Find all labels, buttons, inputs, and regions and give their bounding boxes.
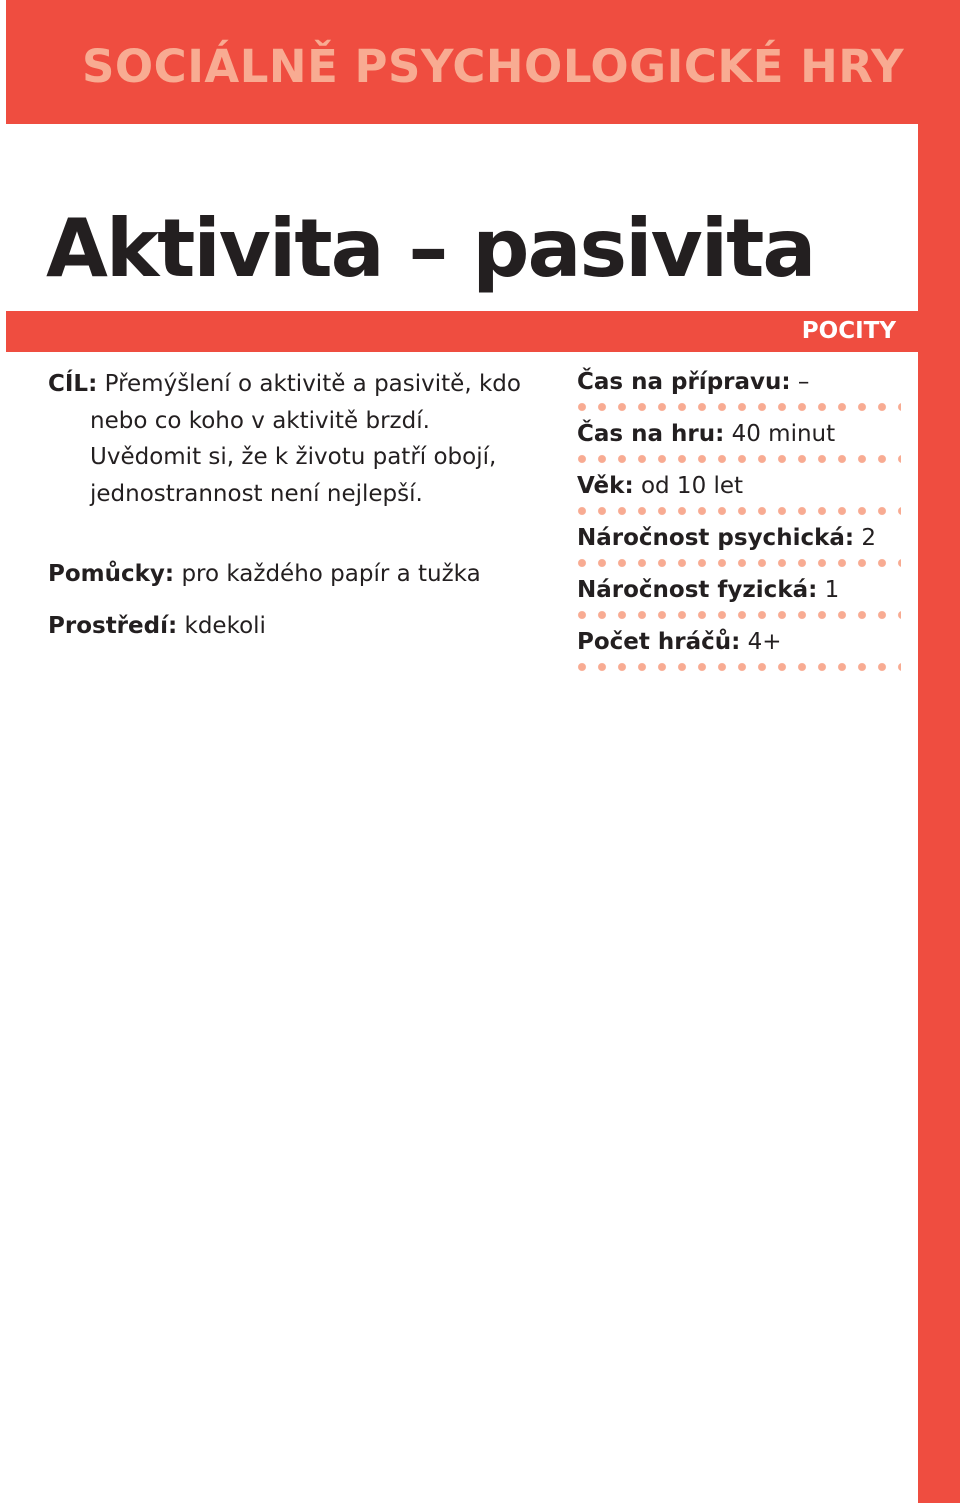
stat-row-prep-time bbox=[577, 366, 901, 398]
environment-value: kdekoli bbox=[184, 612, 266, 639]
page-title: Aktivita – pasivita bbox=[46, 202, 815, 295]
goal-text: Přemýšlení o aktivitě a pasivitě, kdo nebo co koho v aktivitě brzdí. Uvědomit si, že k životu patří obojí, jednostrannost není nejlepší. bbox=[90, 371, 521, 507]
stat-label: Čas na hru: bbox=[577, 421, 725, 447]
stat-label: Věk: bbox=[577, 473, 634, 499]
stat-row-play-time bbox=[577, 418, 901, 450]
category-label: POCITY bbox=[801, 318, 896, 344]
stat-value: 4+ bbox=[747, 629, 782, 655]
tools-line bbox=[48, 556, 548, 593]
stat-label: Náročnost fyzická: bbox=[577, 577, 818, 603]
game-stats bbox=[577, 366, 901, 678]
stat-row-age bbox=[577, 470, 901, 502]
stat-value: – bbox=[797, 369, 810, 395]
stat-row-physical-difficulty bbox=[577, 574, 901, 606]
game-details bbox=[48, 366, 548, 644]
stat-label: Čas na přípravu: bbox=[577, 369, 791, 395]
series-title: SOCIÁLNĚ PSYCHOLOGICKÉ HRY bbox=[82, 40, 905, 93]
stat-row-psychological-difficulty bbox=[577, 522, 901, 554]
stat-value: 40 minut bbox=[731, 421, 836, 447]
right-edge-bar bbox=[918, 0, 960, 1503]
tools-label: Pomůcky: bbox=[48, 561, 175, 587]
stat-label: Náročnost psychická: bbox=[577, 525, 855, 551]
environment-line bbox=[48, 608, 548, 645]
environment-label: Prostředí: bbox=[48, 612, 178, 639]
dotted-divider bbox=[577, 506, 901, 516]
stat-value: 1 bbox=[824, 577, 840, 603]
stat-label: Počet hráčů: bbox=[577, 629, 741, 655]
goal-paragraph bbox=[48, 366, 548, 512]
stat-row-players bbox=[577, 626, 901, 658]
tools-value: pro každého papír a tužka bbox=[181, 561, 481, 587]
stat-value: od 10 let bbox=[640, 473, 744, 499]
stat-value: 2 bbox=[861, 525, 877, 551]
dotted-divider bbox=[577, 454, 901, 464]
dotted-divider bbox=[577, 610, 901, 620]
goal-label: CÍL: bbox=[48, 371, 98, 397]
dotted-divider bbox=[577, 558, 901, 568]
dotted-divider bbox=[577, 402, 901, 412]
dotted-divider bbox=[577, 662, 901, 672]
